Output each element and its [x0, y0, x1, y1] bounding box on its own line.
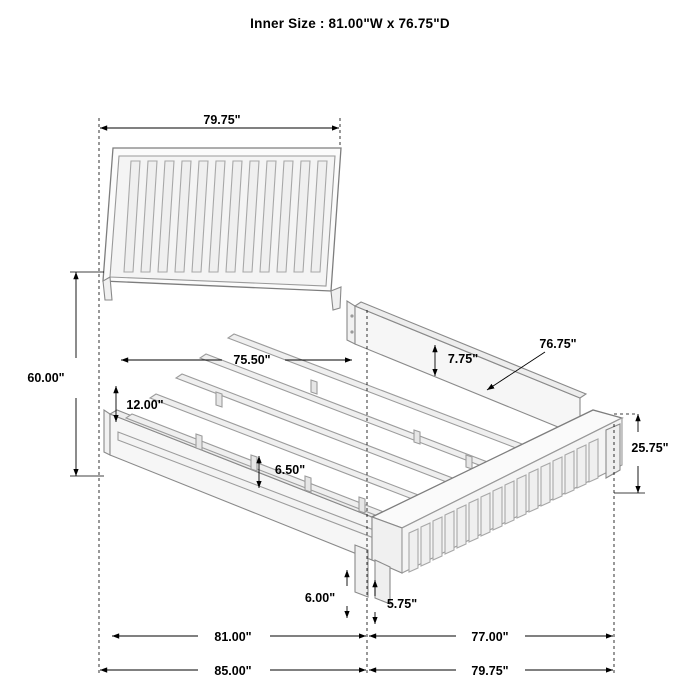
headboard	[103, 148, 341, 310]
dim-label-headboard-width: 79.75"	[203, 113, 241, 127]
bed-illustration	[103, 148, 622, 604]
dim-label-bed-depth: 77.00"	[471, 630, 509, 644]
dim-label-inner-rail-width: 75.50"	[233, 353, 271, 367]
dim-label-overall-height: 60.00"	[27, 371, 65, 385]
dim-label-foot-leg-height: 5.75"	[386, 597, 418, 611]
dim-label-rail-height: 12.00"	[126, 398, 164, 412]
dim-label-footboard-height: 25.75"	[631, 441, 669, 455]
dim-label-slat-spacing: 6.50"	[274, 463, 306, 477]
page-title: Inner Size : 81.00"W x 76.75"D	[250, 16, 450, 31]
dim-label-overall-depth: 79.75"	[471, 664, 509, 678]
dim-label-overall-width: 85.00"	[214, 664, 252, 678]
right-side-rail	[347, 301, 586, 436]
dim-label-inner-depth: 76.75"	[539, 337, 577, 351]
dim-label-leg-height: 6.00"	[304, 591, 336, 605]
dim-overall-height	[70, 272, 104, 476]
dim-label-slat-thickness: 7.75"	[447, 352, 479, 366]
dim-label-bed-width: 81.00"	[214, 630, 252, 644]
